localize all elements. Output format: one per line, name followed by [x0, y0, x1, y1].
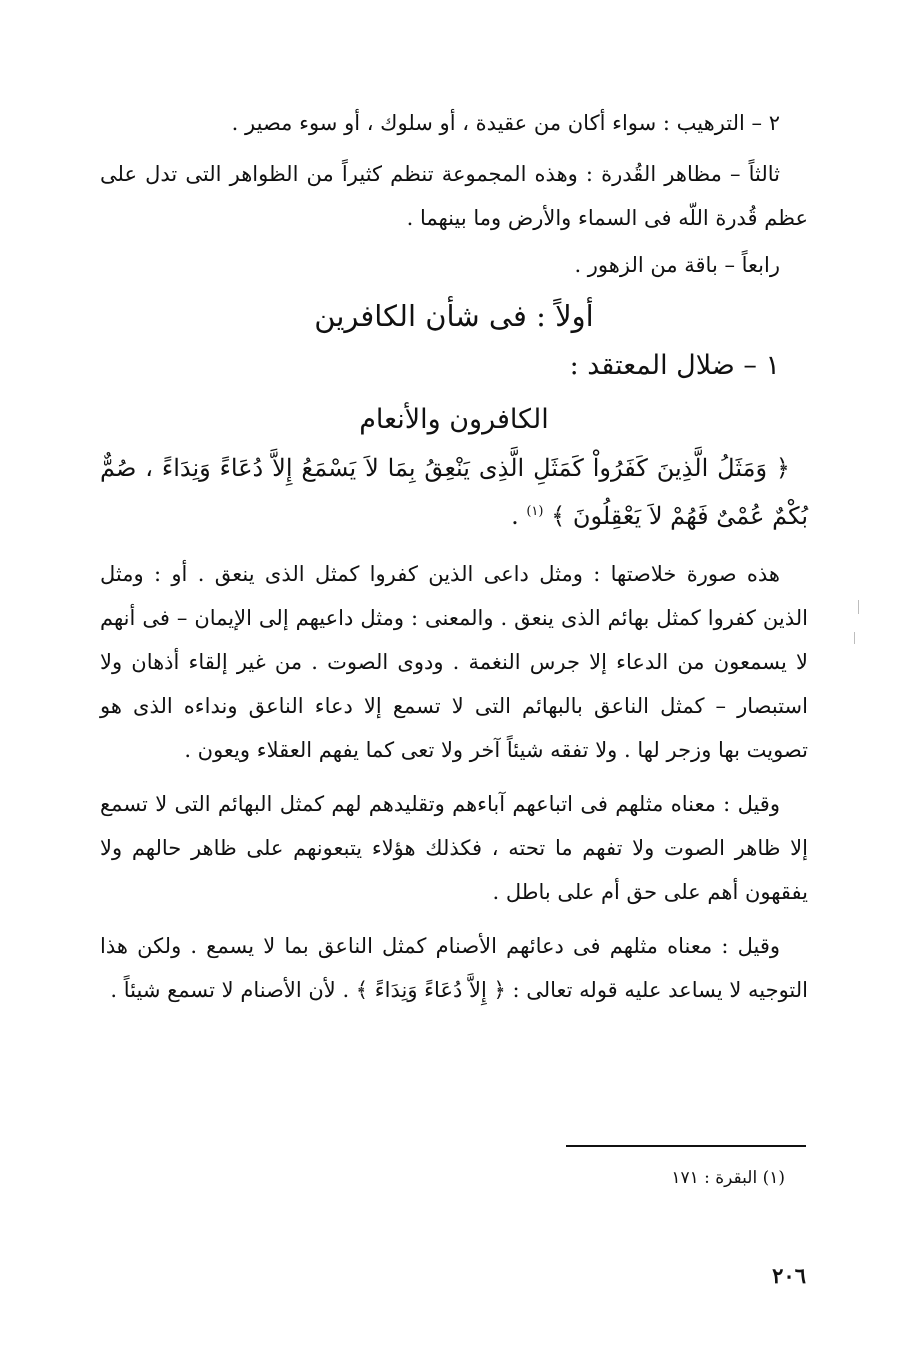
page-number: ٢٠٦: [772, 1263, 806, 1288]
page-body: [100, 108, 808, 1022]
quran-verse: [100, 446, 808, 538]
third-paragraph: ثالثاً – مظاهر القُدرة : وهذه المجموعة تنظم كثيراً من الظواهر التى تدل على عظم قُدرة اللّه فى السماء والأرض وما بينهما .: [100, 162, 808, 230]
story-title: الكافرون والأنعام: [359, 404, 549, 435]
item-2-line: ٢ – الترهيب : سواء أكان من عقيدة ، أو سلوك ، أو سوء مصير .: [231, 111, 780, 135]
section-title: أولاً : فى شأن الكافرين: [314, 299, 594, 333]
scan-mark: [858, 600, 859, 614]
verse-text: ﴿ وَمَثَلُ الَّذِينَ كَفَرُواْ كَمَثَلِ الَّذِى يَنْعِقُ بِمَا لاَ يَسْمَعُ إِلاَّ دُعَاءً وَنِدَاءً ، صُمٌّ بُكْمٌ عُمْىٌ فَهُمْ لاَ يَعْقِلُونَ ﴾: [100, 454, 808, 530]
scan-mark: [854, 632, 855, 644]
fourth-line: رابعاً – باقة من الزهور .: [574, 253, 780, 277]
footnote-marker: (١): [526, 504, 544, 519]
subsection-heading: ١ – ضلال المعتقد :: [569, 350, 780, 381]
footnote-divider: [566, 1145, 806, 1147]
verse-end: .: [511, 502, 527, 530]
explanation-paragraph-3: وقيل : معناه مثلهم فى دعائهم الأصنام كمثل الناعق بما لا يسمع . ولكن هذا التوجيه لا يساعد عليه قوله تعالى : ﴿ إِلاَّ دُعَاءً وَنِدَاءً ﴾ . لأن الأصنام لا تسمع شيئاً .: [100, 934, 808, 1002]
explanation-paragraph-1: هذه صورة خلاصتها : ومثل داعى الذين كفروا كمثل الذى ينعق . أو : ومثل الذين كفروا كمثل بهائم الذى ينعق . والمعنى : ومثل داعيهم إلى الإيمان – فى أنهم لا يسمعون من الدعاء إلا جرس النغمة . ودوى الصوت . من غير إلقاء أذهان ولا استبصار – كمثل الناعق بالبهائم التى لا تسمع إلا دعاء الناعق ونداءه الذى هو تصويت بها وزجر لها . ولا تفقه شيئاً آخر ولا تعى كما يفهم العقلاء ويعون .: [100, 562, 808, 762]
footnote: (١) البقرة : ١٧١: [671, 1168, 785, 1188]
explanation-paragraph-2: وقيل : معناه مثلهم فى اتباعهم آباءهم وتقليدهم لهم كمثل البهائم التى لا تسمع إلا ظاهر الصوت ولا تفهم ما تحته ، فكذلك هؤلاء يتبعونهم على ظاهر حالهم ولا يفقهون أهم على حق أم على باطل .: [100, 792, 808, 904]
